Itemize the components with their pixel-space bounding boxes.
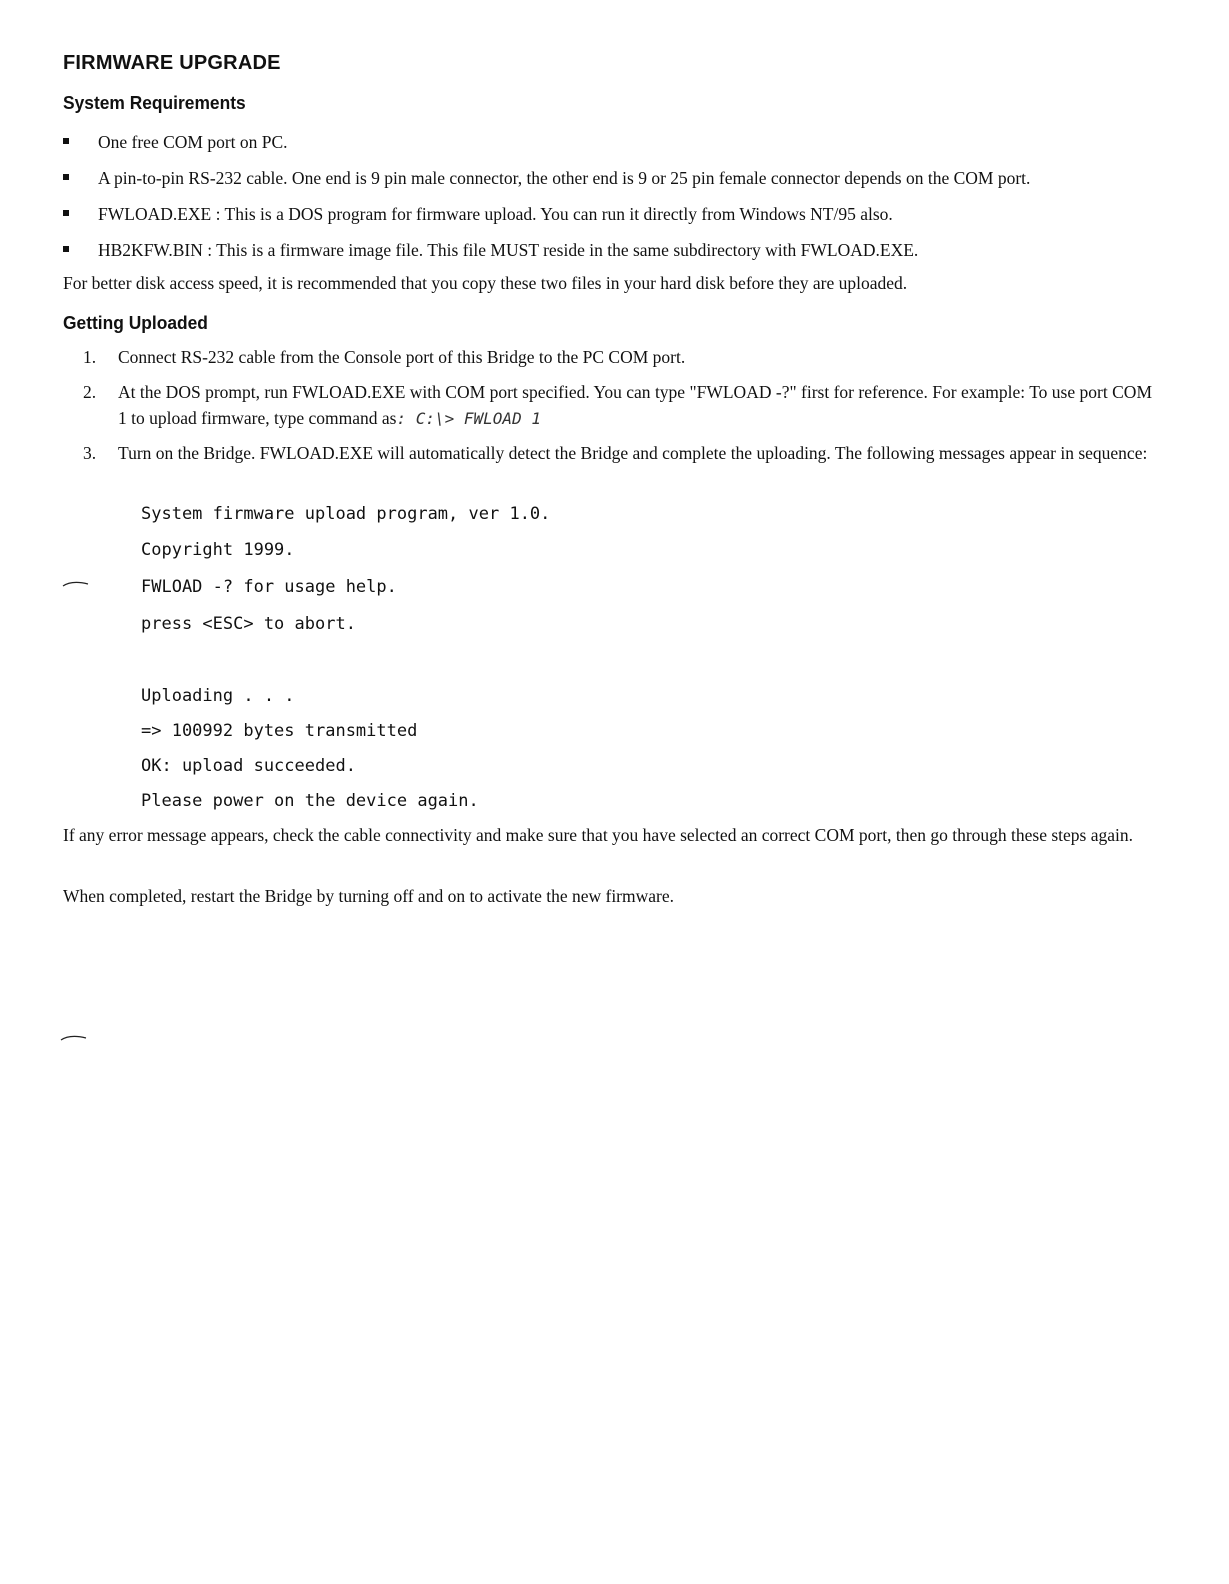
bullet-icon [63,210,69,216]
page-title: FIRMWARE UPGRADE [63,52,281,74]
bullet-icon [63,138,69,144]
step-number: 2. [83,382,97,402]
console-line: Uploading . . . [141,686,295,706]
completion-note: When completed, restart the Bridge by turning off and on to activate the new firmware. [63,886,674,906]
console-line: Copyright 1999. [141,540,295,560]
example-command: : C:\> FWLOAD 1 [396,409,541,428]
document-page: FIRMWARE UPGRADE System Requirements One free COM port on PC. A pin-to-pin RS-232 cable. One end is 9 pin male connector, the other end is 9 or 25 pin female connector depends on the COM port. FWLOAD.EXE : This is a DOS program for firmware upload. You can run it directly from Windows NT/95 also. HB2KFW.BIN : This is a firmware image file. This file MUST reside in the same subdirectory with FWLOAD.EXE. For better disk access speed, it is recommended that you copy these two files in your hard disk before they are uploaded. Getting Uploaded 1. Connect RS-232 cable from the Console port of this Bridge to the PC COM port. 2. At the DOS prompt, run FWLOAD.EXE with COM port specified. You can type "FWLOAD -?" first for reference. For example: To use port COM 1 to upload firmware, type command as: C:\> FWLOAD 1 3. Turn on the Bridge. FWLOAD.EXE will automatically detect the Bridge and complete the uploading. The following messages appear in sequence: System firmware upload program, ver 1.0. Copyright 1999. FWLOAD -? for usage help. press <ESC> to abort. Uploading . . . => 100992 bytes transmitted OK: upload succeeded. Please power on the device again. If any error message appears, check the cable connectivity and make sure that you have selected an correct COM port, then go through these steps again. When completed, restart the Bridge by turning off and on to activate the new firmware. [0,0,1229,1584]
step-text: At the DOS prompt, run FWLOAD.EXE with COM port specified. You can type "FWLOAD -?" first for reference. For example: To use port COM 1 to upload firmware, type command as: C:\> FWLOAD 1 [118,382,1152,428]
console-line: Please power on the device again. [141,791,479,811]
scan-artifact-mark [60,1034,88,1042]
step-number: 1. [83,347,97,367]
error-note: If any error message appears, check the cable connectivity and make sure that you have selected an correct COM port, then go through these steps again. [63,825,1134,845]
bullet-icon [63,174,69,180]
console-line: press <ESC> to abort. [141,614,356,634]
step-text: Turn on the Bridge. FWLOAD.EXE will automatically detect the Bridge and complete the uploading. The following messages appear in sequence: [118,443,1148,463]
step-number: 3. [83,443,97,463]
console-line: FWLOAD -? for usage help. [141,577,397,597]
step-text: Connect RS-232 cable from the Console port of this Bridge to the PC COM port. [118,347,686,367]
getting-uploaded-heading: Getting Uploaded [63,312,208,333]
system-requirements-heading: System Requirements [63,92,246,113]
console-line: OK: upload succeeded. [141,756,356,776]
console-line: System firmware upload program, ver 1.0. [141,504,551,524]
scan-artifact-mark [62,580,90,588]
bullet-icon [63,246,69,252]
console-line: => 100992 bytes transmitted [141,721,418,741]
requirements-note: For better disk access speed, it is recommended that you copy these two files in your hard disk before they are uploaded. [63,273,908,293]
